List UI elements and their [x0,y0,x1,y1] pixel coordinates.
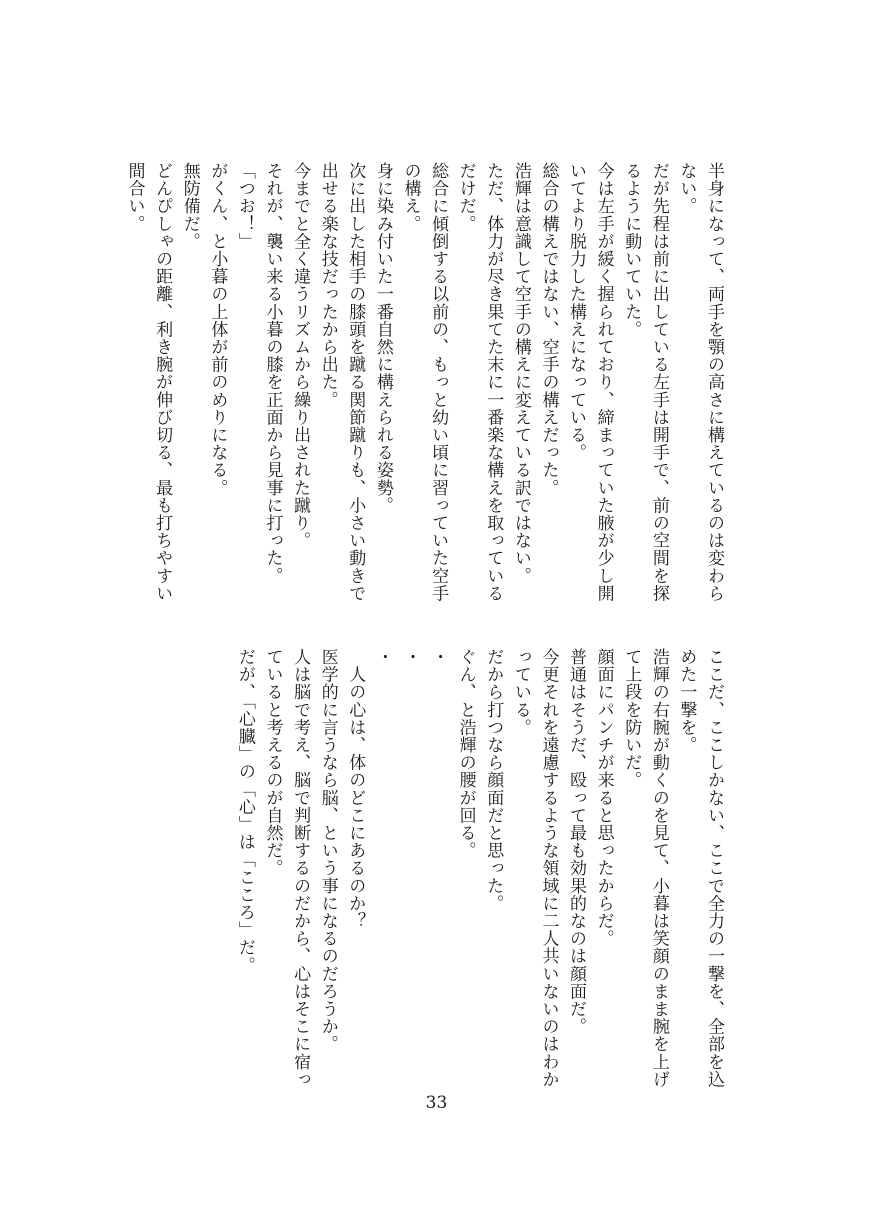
text-line: 総合の構えではない、空手の構えだった。 [538,162,559,497]
text-line: るように動いていた。 [621,162,642,338]
text-block-upper [120,162,727,602]
text-line: ない。 [676,162,697,215]
text-line: 今は左手が緩く握られており、締まっていた腋が少し開 [593,162,614,602]
text-line: だが先程は前に出している左手は開手で、前の空間を探 [648,162,669,602]
text-line: っている。 [510,648,531,736]
text-line: 身に染み付いた一番自然に構えられる姿勢。 [372,162,393,514]
text-line: 今更それを遠慮するような領域に二人共いないのはわか [538,648,559,1088]
text-line: めた一撃を。 [676,648,697,754]
text-block-lower [230,648,727,1088]
text-line: だけだ。 [455,162,476,233]
text-line: 人の心は、体のどこにあるのか？ [345,648,366,930]
text-line: ・ [400,648,421,666]
text-line: 出せる楽な技だったから出た。 [317,162,338,409]
text-line: ただ、体力が尽き果てた末に一番楽な構えを取っている [483,162,504,602]
text-line: ・ [428,648,449,666]
text-line: 浩輝は意識して空手の構えに変えている訳ではない。 [510,162,531,585]
text-line: て上段を防いだ。 [621,648,642,789]
text-line: 顔面にパンチが来ると思ったからだ。 [593,648,614,948]
text-line: だが、「心臓」の「心」は「こころ」だ。 [234,648,255,974]
text-line: ・ [372,648,393,666]
text-line: 普通はそうだ、殴って最も効果的なのは顔面だ。 [566,648,587,1036]
text-line: 人は脳で考え、脳で判断するのだから、心はそこに宿っ [290,648,311,1088]
text-line: 「つお！」 [234,162,255,250]
text-line: だから打つなら顔面だと思った。 [483,648,504,912]
text-line: 間合い。 [124,162,145,233]
text-line: 次に出した相手の膝頭を蹴る関節蹴りも、小さい動きで [345,162,366,602]
page-number: 33 [425,1093,448,1113]
text-line: いてより脱力した構えになっている。 [566,162,587,462]
text-line: 今までと全く違うリズムから繰り出された蹴り。 [290,162,311,550]
text-line: 半身になって、両手を顎の高さに構えているのは変わら [704,162,724,602]
text-line: 浩輝の右腕が動くのを見て、小暮は笑顔のまま腕を上げ [648,648,669,1088]
text-line: 医学的に言うなら脳、という事になるのだろうか。 [317,648,338,1053]
text-line: がくん、と小暮の上体が前のめりになる。 [207,162,228,497]
text-line: の構え。 [400,162,421,233]
text-line: 無防備だ。 [179,162,200,250]
text-line: 総合に傾倒する以前の、もっと幼い頃に習っていた空手 [428,162,449,602]
text-line: ここだ、ここしかない、ここで全力の一撃を、全部を込 [704,648,724,1088]
text-line: それが、襲い来る小暮の膝を正面から見事に打った。 [262,162,283,585]
text-line: ぐん、と浩輝の腰が回る。 [455,648,476,860]
text-line: ていると考えるのが自然だ。 [262,648,283,877]
text-line: どんぴしゃの距離、利き腕が伸び切る、最も打ちやすい [152,162,173,602]
